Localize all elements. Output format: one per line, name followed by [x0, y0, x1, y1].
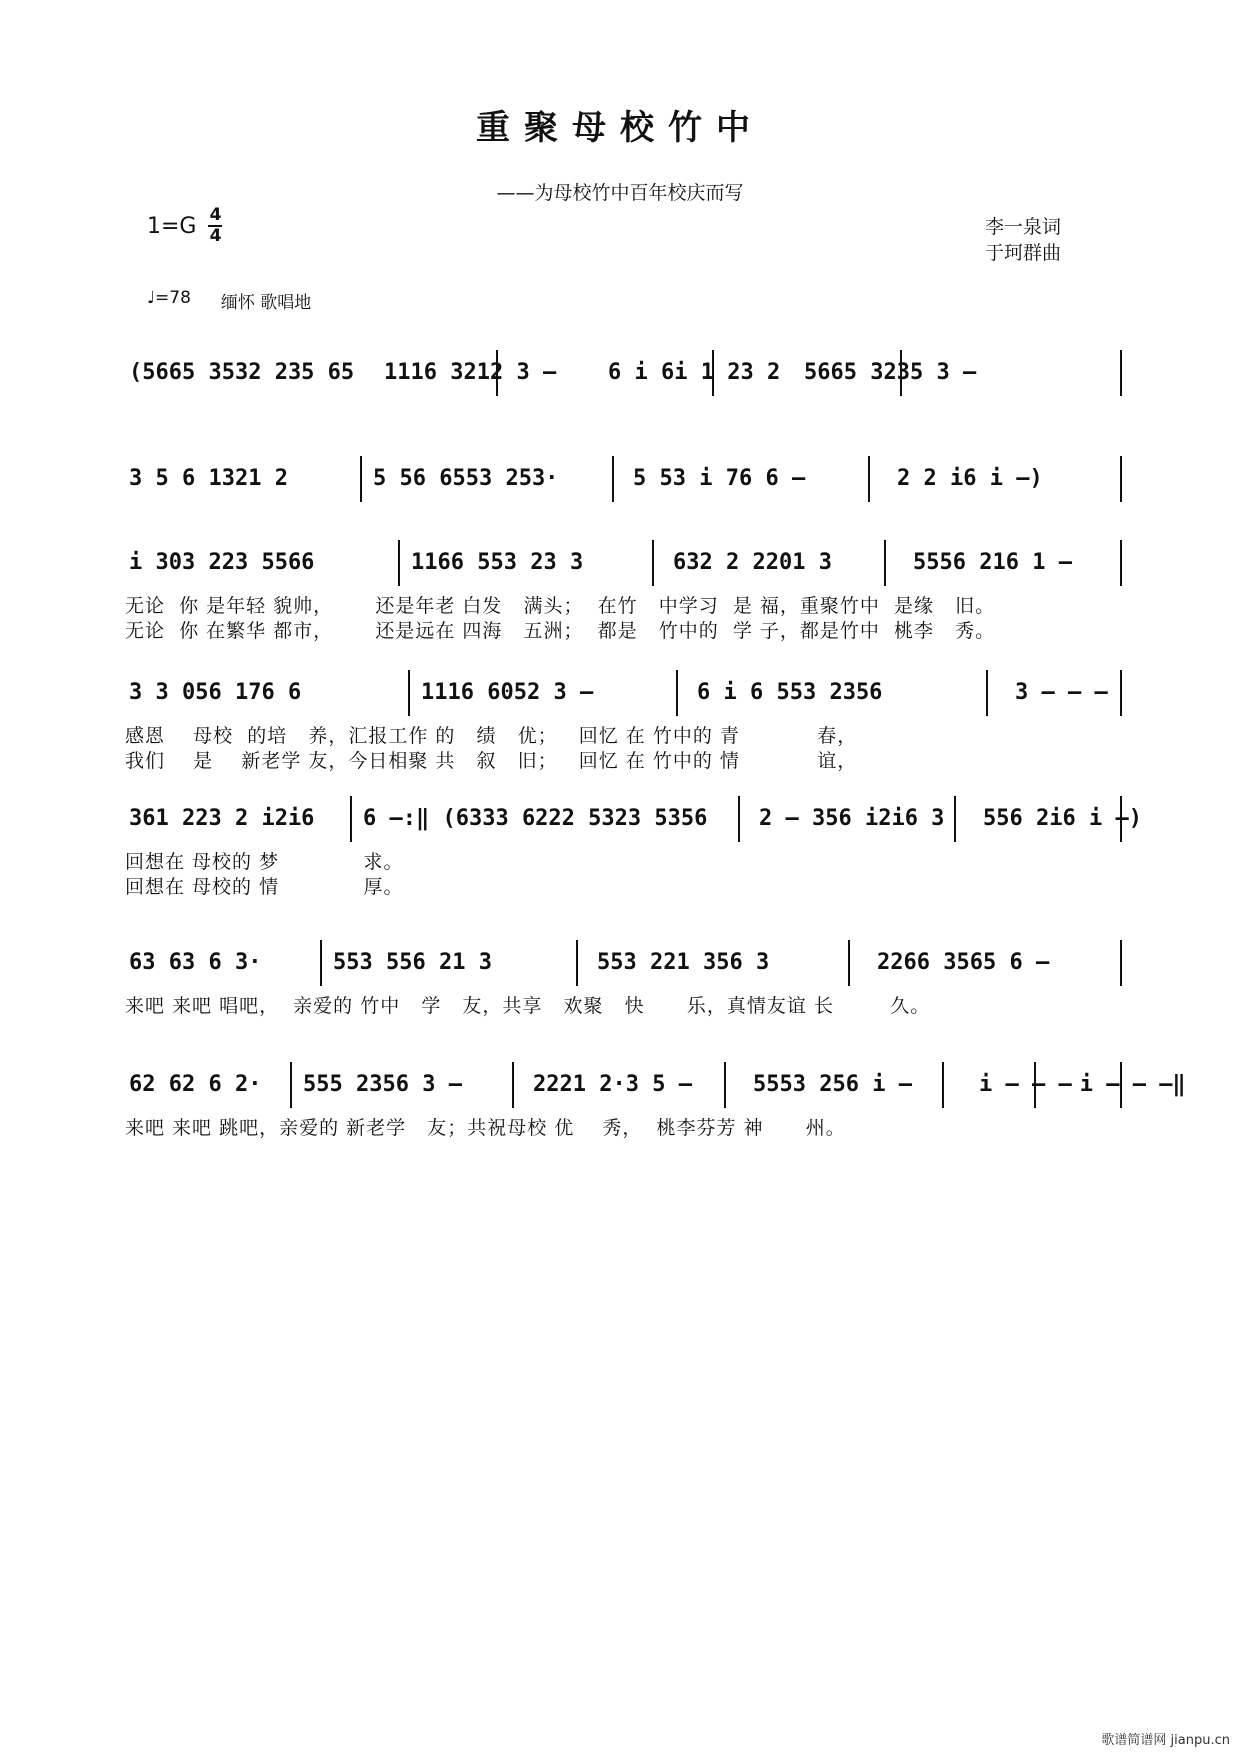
measure: 5 53 i 76 6 – — [633, 465, 806, 491]
credits — [985, 214, 1061, 266]
composer: 于珂群曲 — [985, 242, 1062, 264]
measure: 2 – 356 i2i6 3 — [759, 805, 945, 831]
lyric-line-1: 来吧 来吧 唱吧， 亲爱的 竹中 学 友，共享 欢聚 快 乐，真情友谊 长 久。 — [125, 995, 931, 1017]
notes-row — [125, 446, 1123, 510]
system-3 — [125, 530, 1123, 644]
measure: 5553 256 i – — [753, 1071, 912, 1097]
measure: 1116 3212 3 – — [384, 359, 557, 385]
measure: i – – –‖ — [1079, 1071, 1186, 1097]
measure: i 303 223 5566 — [129, 549, 315, 575]
measure: 3 – – – — [1015, 679, 1108, 705]
expression-text: 缅怀 歌唱地 — [220, 293, 312, 313]
lyric-line-1: 来吧 来吧 跳吧，亲爱的 新老学 友；共祝母校 优 秀， 桃李芬芳 神 州。 — [125, 1117, 846, 1139]
measure: 1116 6052 3 – — [421, 679, 594, 705]
measure: i – – – — [979, 1071, 1072, 1097]
notes-row — [125, 660, 1123, 724]
measure: 5 56 6553 253· — [373, 465, 559, 491]
lyricist: 李一泉词 — [985, 216, 1062, 238]
measure: 3 3 056 176 6 — [129, 679, 302, 705]
notes-row — [125, 340, 1123, 404]
measure: 556 2i6 i –) — [983, 805, 1142, 831]
measure: 6 i 6 553 2356 — [697, 679, 883, 705]
system-1 — [125, 340, 1123, 404]
system-6 — [125, 930, 1123, 1019]
lyric-line-1: 感恩 母校 的培 养，汇报工作 的 绩 优； 回忆 在 竹中的 青 春， — [125, 725, 858, 747]
system-5 — [125, 786, 1142, 900]
lyric-line-2: 回想在 母校的 情 厚。 — [125, 876, 404, 898]
song-subtitle: ——为母校竹中百年校庆而写 — [496, 182, 744, 204]
measure: 361 223 2 i2i6 — [129, 805, 315, 831]
site-watermark: 歌谱简谱网 jianpu.cn — [1101, 1733, 1230, 1748]
measure: 63 63 6 3· — [129, 949, 262, 975]
notes-row — [125, 930, 1123, 994]
measure: 553 221 356 3 — [597, 949, 770, 975]
measure: 3 5 6 1321 2 — [129, 465, 288, 491]
lyric-line-1: 回想在 母校的 梦 求。 — [125, 851, 404, 873]
notes-row — [125, 1052, 1186, 1116]
measure: 555 2356 3 – — [303, 1071, 462, 1097]
lyric-line-2: 我们 是 新老学 友，今日相聚 共 叙 旧； 回忆 在 竹中的 情 谊， — [125, 750, 858, 772]
tempo-marking — [147, 288, 311, 313]
system-4 — [125, 660, 1123, 774]
measure: 553 556 21 3 — [333, 949, 492, 975]
song-title: 重聚母校竹中 — [476, 108, 764, 148]
measure: 2221 2·3 5 – — [533, 1071, 692, 1097]
measure: 2 2 i6 i –) — [897, 465, 1043, 491]
measure: 6 –:‖ (6333 6222 5323 5356 — [363, 805, 708, 831]
time-signature — [208, 207, 222, 245]
measure: 1166 553 23 3 — [411, 549, 584, 575]
notes-row — [125, 530, 1123, 594]
measure: (5665 3532 235 65 — [129, 359, 355, 385]
measure: 2266 3565 6 – — [877, 949, 1050, 975]
measure: 5556 216 1 – — [913, 549, 1072, 575]
system-7 — [125, 1052, 1186, 1141]
system-2 — [125, 446, 1123, 510]
measure: 632 2 2201 3 — [673, 549, 832, 575]
tempo-value: ♩=78 — [147, 288, 191, 308]
notes-row — [125, 786, 1142, 850]
measure: 62 62 6 2· — [129, 1071, 262, 1097]
measure: 5665 3235 3 – — [804, 359, 977, 385]
key-label: 1=G — [147, 213, 197, 239]
time-top: 4 — [209, 205, 222, 225]
measure: 6 i 6i 1 23 2 — [608, 359, 781, 385]
time-bottom: 4 — [209, 226, 222, 246]
lyric-line-2: 无论 你 在繁华 都市， 还是远在 四海 五洲； 都是 竹中的 学 子，都是竹中 桃李 秀。 — [125, 620, 996, 642]
key-signature — [147, 207, 222, 245]
lyric-line-1: 无论 你 是年轻 貌帅， 还是年老 白发 满头； 在竹 中学习 是 福，重聚竹中 是缘 旧。 — [125, 595, 996, 617]
